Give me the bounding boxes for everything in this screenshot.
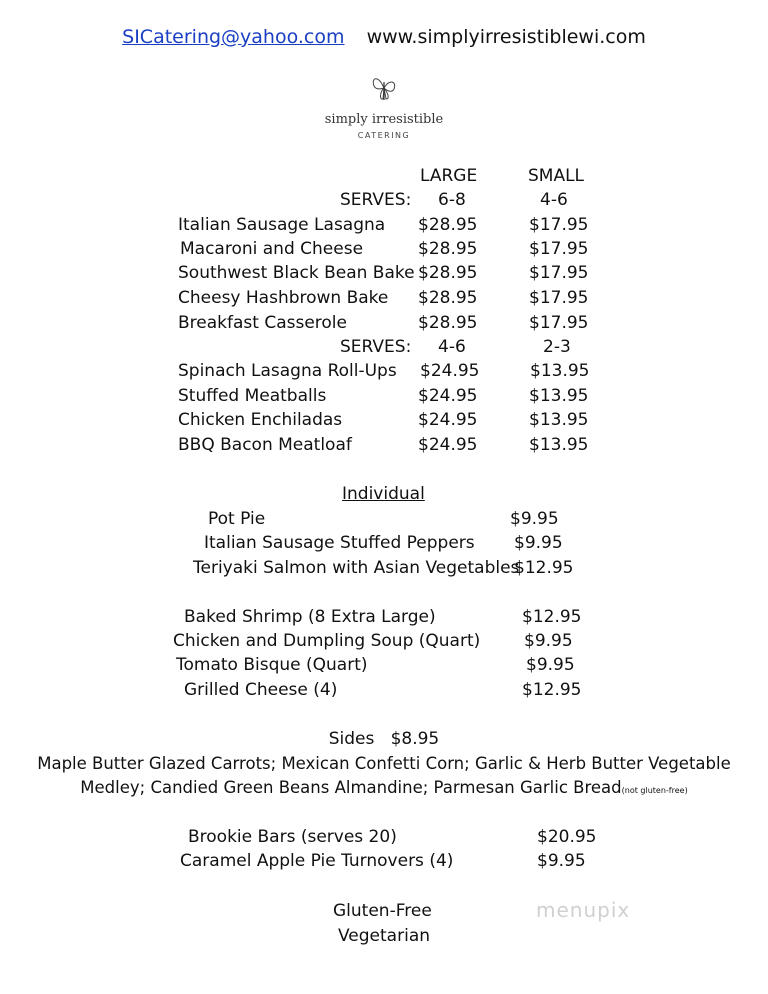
menu-item-large-price: $24.95 — [418, 386, 478, 406]
menu-item-name: Tomato Bisque (Quart) — [176, 655, 368, 675]
menu-item-price: $20.95 — [537, 827, 597, 847]
column-header-small: SMALL — [528, 166, 585, 186]
serves-label: SERVES: — [340, 337, 412, 357]
menu-item-name: Italian Sausage Stuffed Peppers — [204, 533, 475, 553]
menu-item-large-price: $28.95 — [418, 263, 478, 283]
menu-item-small-price: $13.95 — [529, 410, 589, 430]
menu-item-small-price: $17.95 — [529, 263, 589, 283]
serves-large: 6-8 — [438, 190, 466, 210]
menu-item-large-price: $24.95 — [420, 361, 480, 381]
sides-note: (not gluten-free) — [621, 786, 688, 795]
serves-small: 2-3 — [543, 337, 571, 357]
serves-small: 4-6 — [540, 190, 568, 210]
menu-item-name: Brookie Bars (serves 20) — [188, 827, 397, 847]
menu-item-small-price: $13.95 — [529, 386, 589, 406]
email-link[interactable]: SICatering@yahoo.com — [122, 26, 345, 48]
menu-item-name: Caramel Apple Pie Turnovers (4) — [180, 851, 454, 871]
menu-item-name: Chicken and Dumpling Soup (Quart) — [173, 631, 481, 651]
menu-item-name: Chicken Enchiladas — [178, 410, 343, 430]
menu-item-name: Stuffed Meatballs — [178, 386, 327, 406]
menu-item-small-price: $17.95 — [529, 288, 589, 308]
menu-item-name: BBQ Bacon Meatloaf — [178, 435, 352, 455]
butterfly-icon — [370, 72, 398, 104]
menu-item-name: Spinach Lasagna Roll-Ups — [178, 361, 397, 381]
logo — [284, 72, 484, 140]
legend-gluten-free: Gluten-Free — [333, 901, 432, 921]
column-header-large: LARGE — [420, 166, 478, 186]
menu-item-name: Pot Pie — [208, 509, 266, 529]
sides-price: $8.95 — [390, 729, 440, 749]
menu-item-name: Southwest Black Bean Bake — [178, 263, 415, 283]
serves-label: SERVES: — [340, 190, 412, 210]
contact-header — [0, 26, 768, 48]
serves-large: 4-6 — [438, 337, 466, 357]
menu-item-name: Teriyaki Salmon with Asian Vegetables — [193, 558, 520, 578]
watermark: menupix — [536, 898, 631, 922]
menu-item-large-price: $28.95 — [418, 313, 478, 333]
menu-item-large-price: $24.95 — [418, 410, 478, 430]
menu-item-name: Macaroni and Cheese — [180, 239, 364, 259]
menu-item-price: $9.95 — [526, 655, 575, 675]
menu-item-price: $9.95 — [510, 509, 559, 529]
menu-item-name: Cheesy Hashbrown Bake — [178, 288, 389, 308]
menu-item-price: $9.95 — [537, 851, 586, 871]
menu-item-large-price: $28.95 — [418, 215, 478, 235]
menu-item-name: Baked Shrimp (8 Extra Large) — [184, 607, 436, 627]
menu-item-large-price: $28.95 — [418, 288, 478, 308]
menu-item-name: Breakfast Casserole — [178, 313, 347, 333]
menu-item-small-price: $13.95 — [530, 361, 590, 381]
menu-item-small-price: $17.95 — [529, 239, 589, 259]
sides-label: Sides — [328, 729, 375, 749]
menu-item-price: $9.95 — [514, 533, 563, 553]
sides-heading — [0, 729, 768, 749]
menu-item-large-price: $24.95 — [418, 435, 478, 455]
logo-subtitle: CATERING — [357, 131, 411, 140]
sides-list-text: Medley; Candied Green Beans Almandine; Parmesan Garlic Bread — [80, 778, 622, 797]
logo-name: simply irresistible — [324, 112, 444, 127]
menu-item-name: Grilled Cheese (4) — [184, 680, 338, 700]
sides-list-line-2 — [0, 778, 768, 801]
menu-item-large-price: $28.95 — [418, 239, 478, 259]
menu-item-price: $12.95 — [514, 558, 574, 578]
sides-list-line-1: Maple Butter Glazed Carrots; Mexican Confetti Corn; Garlic & Herb Butter Vegetable — [37, 754, 731, 773]
individual-heading: Individual — [342, 484, 425, 504]
legend-vegetarian: Vegetarian — [338, 926, 431, 946]
menu-item-price: $12.95 — [522, 680, 582, 700]
menu-item-small-price: $17.95 — [529, 313, 589, 333]
menu-item-small-price: $13.95 — [529, 435, 589, 455]
website-text: www.simplyirresistiblewi.com — [366, 26, 646, 48]
menu-item-price: $9.95 — [524, 631, 573, 651]
menu-item-price: $12.95 — [522, 607, 582, 627]
menu-item-small-price: $17.95 — [529, 215, 589, 235]
menu-item-name: Italian Sausage Lasagna — [178, 215, 386, 235]
